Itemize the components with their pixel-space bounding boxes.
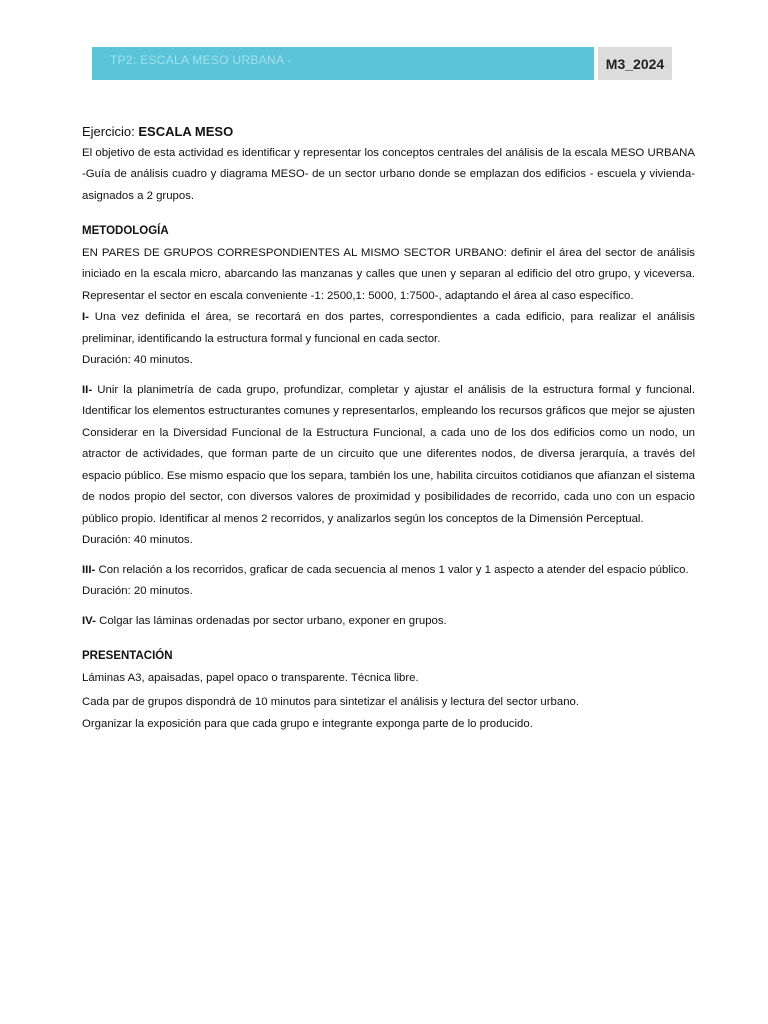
exercise-title-main: ESCALA MESO xyxy=(138,124,234,139)
step-2-paragraph xyxy=(82,380,695,531)
header-bar xyxy=(92,47,594,80)
step-4-text: Colgar las láminas ordenadas por sector urbano, exponer en grupos. xyxy=(95,614,447,627)
step-1-paragraph xyxy=(82,307,695,350)
header-code-badge: M3_2024 xyxy=(598,47,672,80)
section-heading-metodologia: METODOLOGÍA xyxy=(82,225,169,237)
presentacion-line-3: Organizar la exposición para que cada grupo e integrante exponga parte de lo producido. xyxy=(82,717,533,730)
step-4-paragraph xyxy=(82,611,695,633)
step-3-mark: III- xyxy=(82,563,96,576)
step-1-duration: Duración: 40 minutos. xyxy=(82,354,193,366)
presentacion-line-1: Láminas A3, apaisadas, papel opaco o transparente. Técnica libre. xyxy=(82,671,419,684)
header-title: TP2: ESCALA MESO URBANA - xyxy=(110,53,292,67)
exercise-title xyxy=(82,121,695,143)
document-body xyxy=(82,121,695,735)
section-heading-presentacion: PRESENTACIÓN xyxy=(82,650,173,662)
step-1-text: Una vez definida el área, se recortará en dos partes, correspondientes a cada edificio, para realizar el análisis preliminar, identificando la estructura formal y funcional en cada sector. xyxy=(82,311,695,345)
presentacion-line-2: Cada par de grupos dispondrá de 10 minutos para sintetizar el análisis y lectura del sector urbano. xyxy=(82,696,580,708)
step-1-mark: I- xyxy=(82,311,89,323)
metodologia-paragraph: EN PARES DE GRUPOS CORRESPONDIENTES AL MISMO SECTOR URBANO: definir el área del sector de análisis iniciado en la escala micro, abarcando las manzanas y calles que unen y separan al edificio del otro grupo, y viceversa. Representar el sector en escala conveniente -1: 2500,1: 5000, 1:7500-, adaptando el área al caso específico. xyxy=(82,246,695,302)
intro-paragraph: El objetivo de esta actividad es identificar y representar los conceptos centrales del análisis de la escala MESO URBANA -Guía de análisis cuadro y diagrama MESO- de un sector urbano donde se emplazan dos edificios - escuela y vivienda- asignados a 2 grupos. xyxy=(82,146,695,202)
step-3-text: Con relación a los recorridos, graficar de cada secuencia al menos 1 valor y 1 aspecto a atender del espacio público. xyxy=(95,563,689,576)
step-3-paragraph xyxy=(82,560,695,582)
step-4-mark: IV- xyxy=(82,614,96,627)
step-2-text: Unir la planimetría de cada grupo, profundizar, completar y ajustar el análisis de la estructura formal y funcional. Identificar los elementos estructurantes comunes y representarlos, empleando los recursos gráficos que mejor se ajusten Considerar en la Diversidad Funcional de la Estructura Funcional, a cada uno de los dos edificios como un nodo, un atractor de actividades, que forman parte de un circuito que une diferentes nodos, de diversa jerarquía, a través del espacio público. Ese mismo espacio que los separa, también los une, habilita circuitos cotidianos que afianzan el sistema de nodos propio del sector, con diversos valores de proximidad y posibilidades de recorrido, cada uno con un espacio público propio. Identificar al menos 2 recorridos, y analizarlos según los conceptos de la Dimensión Perceptual. xyxy=(82,383,695,525)
exercise-title-prefix: Ejercicio: xyxy=(82,124,139,139)
step-2-mark: II- xyxy=(82,383,93,396)
step-3-duration: Duración: 20 minutos. xyxy=(82,585,193,597)
step-2-duration: Duración: 40 minutos. xyxy=(82,534,193,546)
